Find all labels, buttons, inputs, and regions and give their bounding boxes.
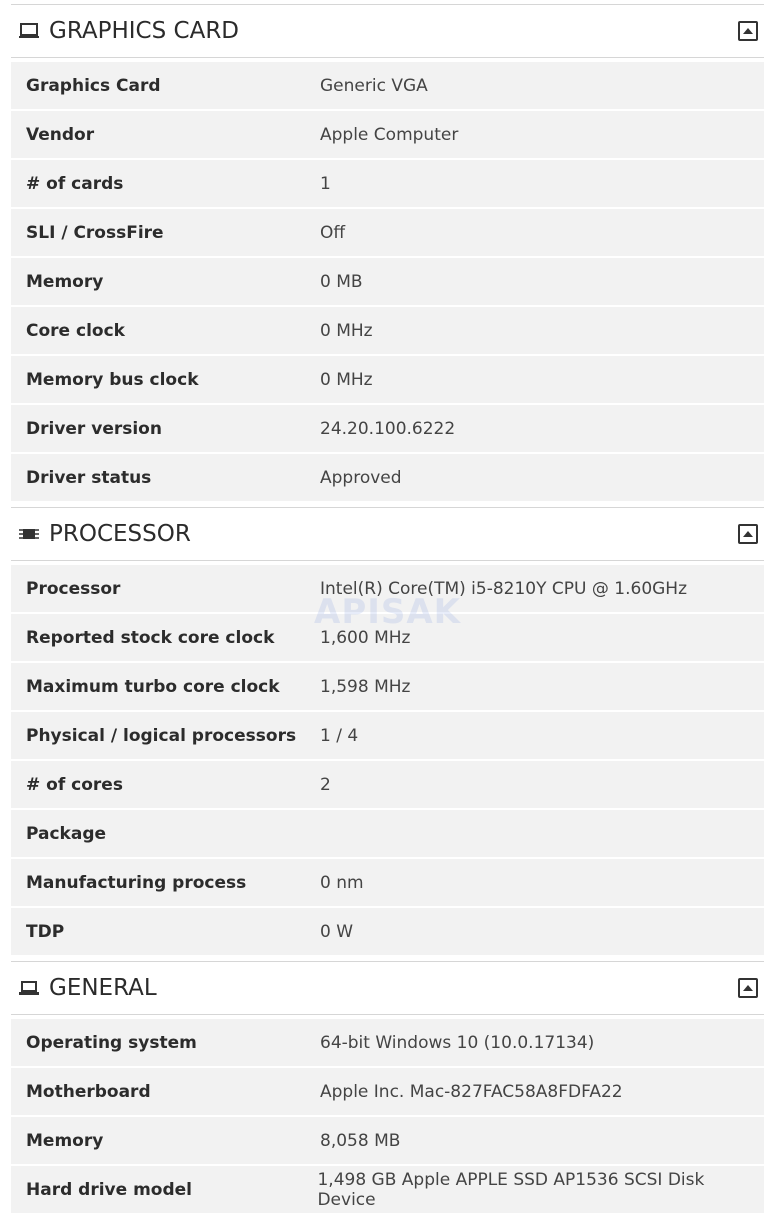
table-row (11, 1166, 764, 1215)
row-value: 1 / 4 (320, 725, 359, 746)
row-label: Physical / logical processors (26, 725, 297, 746)
table-row (11, 209, 764, 258)
row-label: Core clock (26, 320, 125, 341)
row-value: Generic VGA (320, 75, 428, 96)
row-value: 0 MHz (320, 369, 373, 390)
row-label: Motherboard (26, 1081, 151, 1102)
row-label: Manufacturing process (26, 872, 247, 893)
table-row (11, 663, 764, 712)
table-row (11, 614, 764, 663)
table-row (11, 356, 764, 405)
row-value: 1,600 MHz (320, 627, 411, 648)
chevron-up-icon (743, 531, 753, 537)
collapse-button[interactable] (738, 978, 758, 998)
row-value: 2 (320, 774, 331, 795)
graphics-card-rows (11, 62, 764, 503)
row-value: 64-bit Windows 10 (10.0.17134) (320, 1032, 595, 1053)
table-row (11, 454, 764, 503)
table-row (11, 160, 764, 209)
table-row (11, 111, 764, 160)
section-title: PROCESSOR (49, 521, 191, 547)
row-value: 0 MHz (320, 320, 373, 341)
row-value: 24.20.100.6222 (320, 418, 456, 439)
row-label: Maximum turbo core clock (26, 676, 280, 697)
row-value: Approved (320, 467, 402, 488)
general-rows (11, 1019, 764, 1215)
laptop-icon (17, 976, 41, 1000)
table-row (11, 565, 764, 614)
section-header-general (11, 961, 764, 1015)
row-label: Package (26, 823, 107, 844)
row-label: Memory (26, 271, 104, 292)
table-row (11, 1019, 764, 1068)
row-label: Driver version (26, 418, 162, 439)
table-row (11, 258, 764, 307)
monitor-icon (17, 19, 41, 43)
table-row (11, 62, 764, 111)
table-row (11, 1068, 764, 1117)
collapse-button[interactable] (738, 21, 758, 41)
system-info-panel (11, 0, 764, 1215)
row-label: Operating system (26, 1032, 197, 1053)
row-label: Memory bus clock (26, 369, 199, 390)
table-row (11, 761, 764, 810)
row-value: 0 nm (320, 872, 364, 893)
row-label: Graphics Card (26, 75, 161, 96)
row-value: 8,058 MB (320, 1130, 401, 1151)
row-value: 1,598 MHz (320, 676, 411, 697)
table-row (11, 810, 764, 859)
chip-icon (17, 522, 41, 546)
processor-rows (11, 565, 764, 957)
row-value: 1,498 GB Apple APPLE SSD AP1536 SCSI Disk Device (317, 1169, 705, 1210)
row-label: TDP (26, 921, 65, 942)
table-row (11, 307, 764, 356)
table-row (11, 908, 764, 957)
table-row (11, 405, 764, 454)
chevron-up-icon (743, 28, 753, 34)
row-value: Off (320, 222, 346, 243)
section-title: GRAPHICS CARD (49, 18, 240, 44)
section-header-processor (11, 507, 764, 561)
row-value: 0 MB (320, 271, 363, 292)
table-row (11, 712, 764, 761)
collapse-button[interactable] (738, 524, 758, 544)
row-label: Vendor (26, 124, 95, 145)
chevron-up-icon (743, 985, 753, 991)
row-label: Processor (26, 578, 121, 599)
row-value: Intel(R) Core(TM) i5-8210Y CPU @ 1.60GHz (320, 578, 688, 599)
row-value: Apple Inc. Mac-827FAC58A8FDFA22 (320, 1081, 623, 1102)
table-row (11, 1117, 764, 1166)
row-value: 1 (320, 173, 331, 194)
row-label: # of cards (26, 173, 124, 194)
row-label: Driver status (26, 467, 152, 488)
table-row (11, 859, 764, 908)
row-value: 0 W (320, 921, 354, 942)
row-label: SLI / CrossFire (26, 222, 164, 243)
section-header-graphics-card (11, 4, 764, 58)
row-label: Memory (26, 1130, 104, 1151)
section-title: GENERAL (49, 975, 157, 1001)
row-label: # of cores (26, 774, 123, 795)
row-value: Apple Computer (320, 124, 459, 145)
row-label: Reported stock core clock (26, 627, 275, 648)
row-label: Hard drive model (26, 1179, 192, 1200)
